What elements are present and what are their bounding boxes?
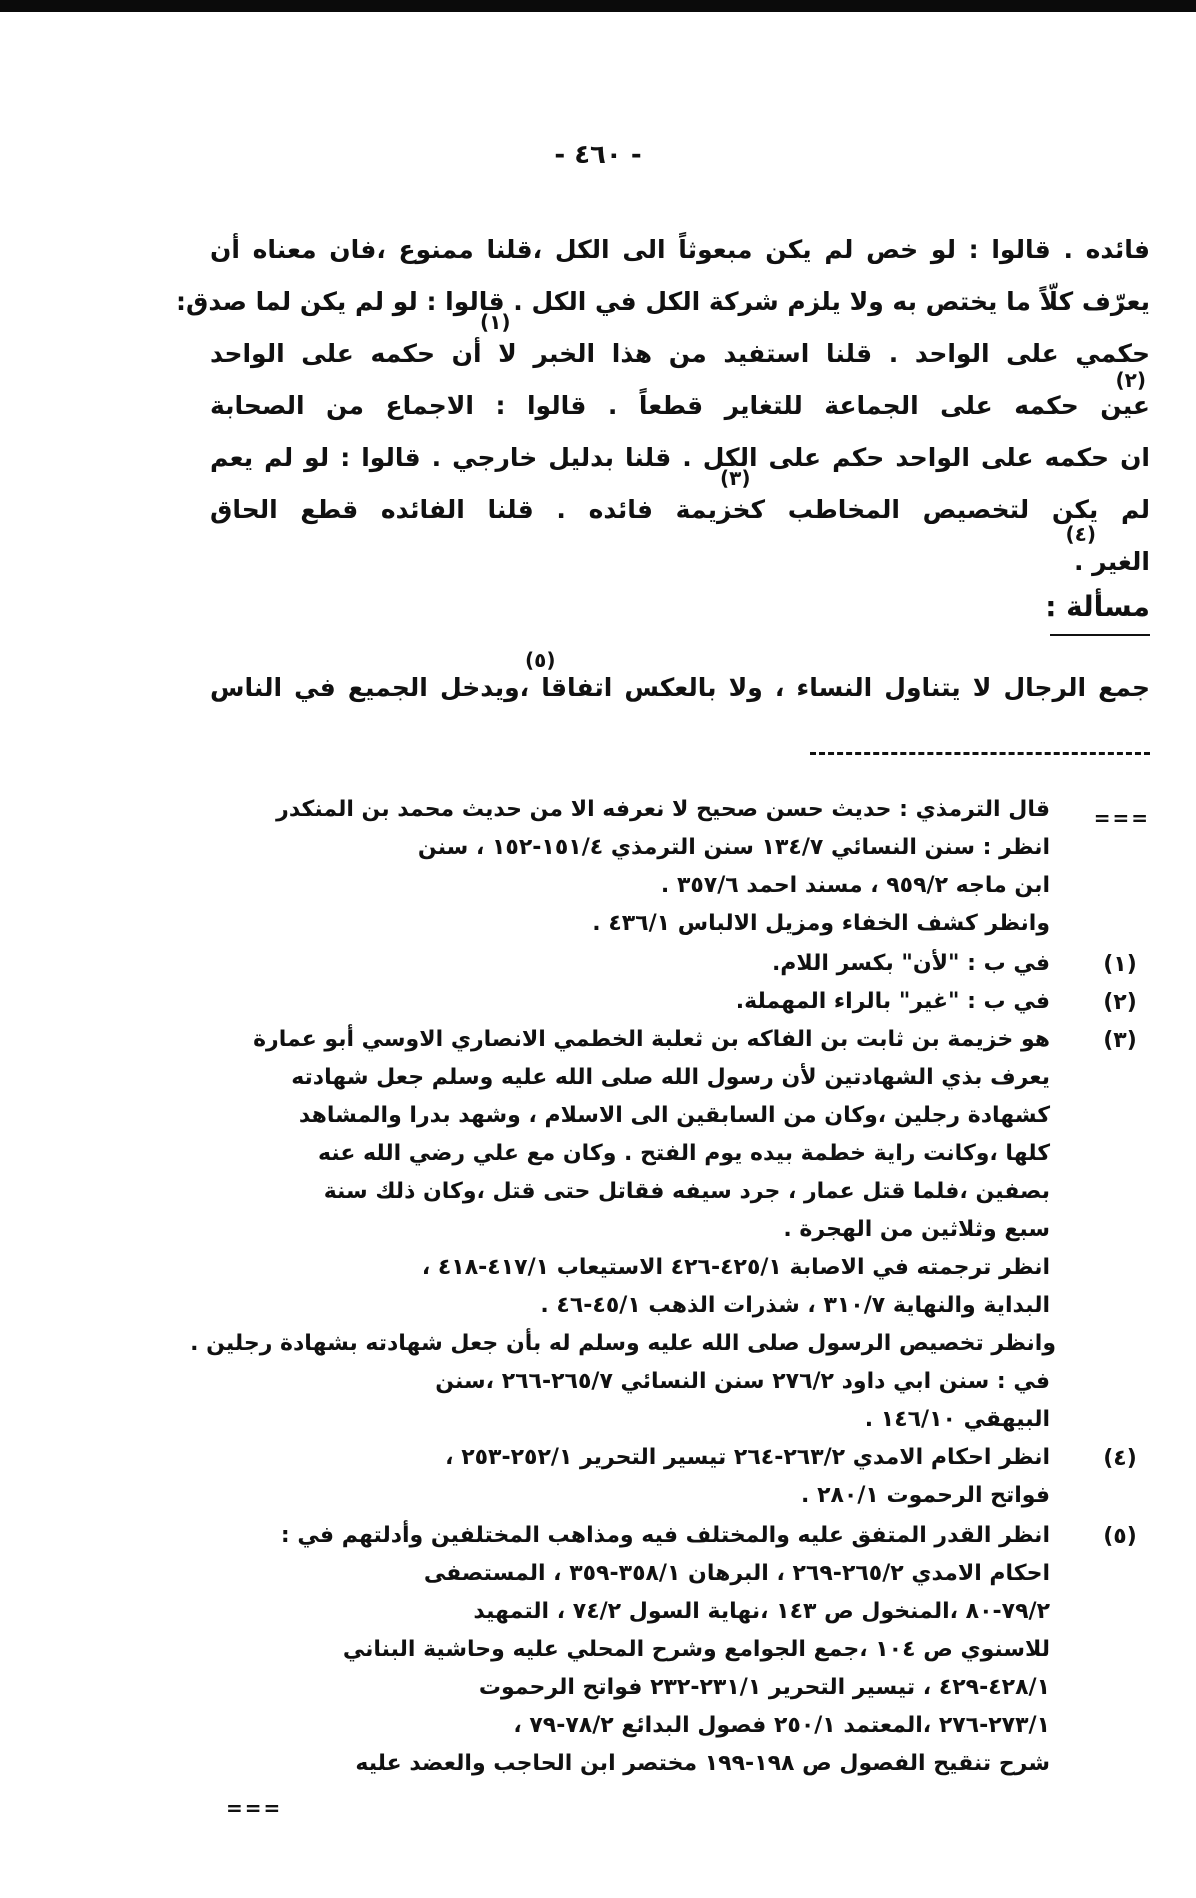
ref-mark-3: (٣) <box>720 466 751 490</box>
footnote-line: في ب : "لأن" بكسر اللام. <box>771 951 1050 976</box>
footnote-line: في ب : "غير" بالراء المهملة. <box>735 989 1050 1014</box>
footnote-line: انظر ترجمته في الاصابة ٤٢٥/١-٤٢٦ الاستيعاب ٤١٧/١-٤١٨ ، <box>421 1255 1050 1280</box>
footnote-line: وانظر تخصيص الرسول صلى الله عليه وسلم له بأن جعل شهادته بشهادة رجلين . <box>190 1331 1056 1356</box>
footnote-line: ٢٧٣/١-٢٧٦ ،المعتمد ٢٥٠/١ فصول البدائع ٧٨/٢-٧٩ ، <box>513 1713 1050 1738</box>
body-line-7: الغير . <box>1073 547 1150 576</box>
footnote-line: انظر احكام الامدي ٢٦٣/٢-٢٦٤ تيسير التحرير ٢٥٢/١-٢٥٣ ، <box>445 1445 1050 1470</box>
footnote-separator <box>810 752 1150 759</box>
body-line-4: عين حكمه على الجماعة للتغاير قطعاً . قالوا : الاجماع من الصحابة <box>210 391 1150 420</box>
footnote-line: شرح تنقيح الفصول ص ١٩٨-١٩٩ مختصر ابن الحاجب والعضد عليه <box>355 1751 1050 1776</box>
body-line-1: فائده . قالوا : لو خص لم يكن مبعوثاً الى الكل ،قلنا ممنوع ،فان معناه أن <box>210 235 1150 264</box>
ref-mark-4: (٤) <box>1065 522 1096 546</box>
footnote-line: البيهقي ١٤٦/١٠ . <box>864 1407 1050 1432</box>
footnote-line: هو خزيمة بن ثابت بن الفاكه بن ثعلبة الخطمي الانصاري الاوسي أبو عمارة <box>253 1027 1050 1052</box>
footnote-line: انظر القدر المتفق عليه والمختلف فيه ومذاهب المختلفين وأدلتهم في : <box>280 1523 1050 1548</box>
body-line-2: يعرّف كلّاً ما يختص به ولا يلزم شركة الكل في الكل . قالوا : لو لم يكن لما صدق: <box>176 287 1150 316</box>
footnote-number: (٤) <box>1103 1446 1137 1471</box>
page-number: - ٤٦٠ - <box>554 140 642 170</box>
footnote-line: ابن ماجه ٩٥٩/٢ ، مسند احمد ٣٥٧/٦ . <box>660 873 1050 898</box>
body-line-3: حكمي على الواحد . قلنا استفيد من هذا الخبر لا أن حكمه على الواحد <box>210 339 1150 368</box>
body-line-6: لم يكن لتخصيص المخاطب كخزيمة فائده . قلنا الفائده قطع الحاق <box>210 495 1150 524</box>
footnote-line: سبع وثلاثين من الهجرة . <box>783 1217 1050 1242</box>
footnote-line: البداية والنهاية ٣١٠/٧ ، شذرات الذهب ٤٥/١-٤٦ . <box>540 1293 1050 1318</box>
footnote-line: بصفين ،فلما قتل عمار ، جرد سيفه فقاتل حتى قتل ،وكان ذلك سنة <box>323 1179 1050 1204</box>
footnote-line: فواتح الرحموت ٢٨٠/١ . <box>801 1483 1050 1508</box>
footnote-number: (٢) <box>1103 990 1137 1015</box>
heading-underline <box>1050 634 1150 636</box>
footnote-number: (١) <box>1103 952 1137 977</box>
footnote-number: (٣) <box>1103 1028 1137 1053</box>
footnote-line: في : سنن ابي داود ٢٧٦/٢ سنن النسائي ٢٦٥/٧-٢٦٦ ،سنن <box>435 1369 1050 1394</box>
footnote-line: وانظر كشف الخفاء ومزيل الالباس ٤٣٦/١ . <box>592 911 1050 936</box>
masala-line: جمع الرجال لا يتناول النساء ، ولا بالعكس اتفاقا ،ويدخل الجميع في الناس <box>210 673 1150 702</box>
section-heading: مسألة : <box>1045 590 1150 623</box>
footnote-line: كلها ،وكانت راية خطمة بيده يوم الفتح . وكان مع علي رضي الله عنه <box>318 1141 1050 1166</box>
footnote-line: ٤٢٨/١-٤٢٩ ، تيسير التحرير ٢٣١/١-٢٣٢ فواتح الرحموت <box>478 1675 1050 1700</box>
footnote-marker: === <box>1093 806 1150 830</box>
footnote-line: احكام الامدي ٢٦٥/٢-٢٦٩ ، البرهان ٣٥٨/١-٣٥٩ ، المستصفى <box>423 1561 1050 1586</box>
footnote-line: يعرف بذي الشهادتين لأن رسول الله صلى الله عليه وسلم جعل شهادته <box>291 1065 1050 1090</box>
ref-mark-1: (١) <box>480 310 511 334</box>
body-line-5: ان حكمه على الواحد حكم على الكل . قلنا بدليل خارجي . قالوا : لو لم يعم <box>210 443 1150 472</box>
footnote-number: (٥) <box>1103 1524 1137 1549</box>
footnote-line: كشهادة رجلين ،وكان من السابقين الى الاسلام ، وشهد بدرا والمشاهد <box>298 1103 1050 1128</box>
footnote-line: ٧٩/٢-٨٠ ،المنخول ص ١٤٣ ،نهاية السول ٧٤/٢ ، التمهيد <box>473 1599 1050 1624</box>
footnote-end-marker: === <box>226 1796 283 1820</box>
ref-mark-5: (٥) <box>525 648 556 672</box>
footnote-line: للاسنوي ص ١٠٤ ،جمع الجوامع وشرح المحلي عليه وحاشية البناني <box>342 1637 1050 1662</box>
footnote-line: انظر : سنن النسائي ١٣٤/٧ سنن الترمذي ١٥١/٤-١٥٢ ، سنن <box>417 835 1050 860</box>
ref-mark-2: (٢) <box>1115 368 1146 392</box>
footnote-line: قال الترمذي : حديث حسن صحيح لا نعرفه الا من حديث محمد بن المنكدر <box>276 797 1050 822</box>
